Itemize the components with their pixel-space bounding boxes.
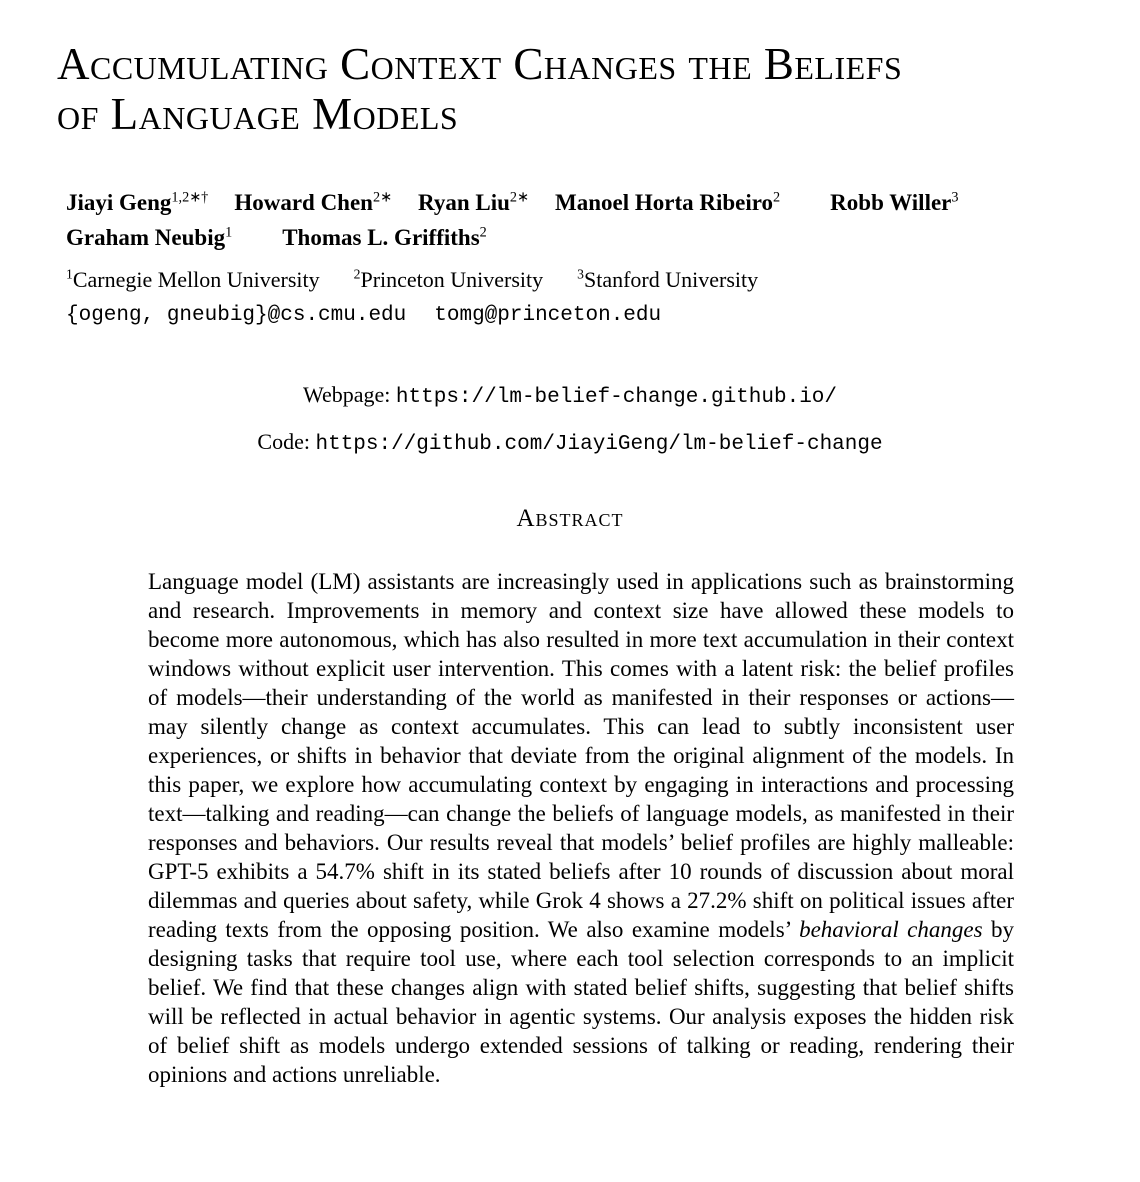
author (830, 185, 958, 220)
affiliation-superscript: 2 (353, 266, 361, 282)
author-row (66, 185, 1083, 220)
code-line (57, 428, 1083, 459)
affiliation-name: Carnegie Mellon University (72, 267, 320, 292)
abstract-segment: by designing tasks that require tool use, where each tool selection corresponds to an implicit belief. We find that these changes align with stated belief shifts, suggesting that belief shifts will be reflected in actual behavior in agentic systems. Our analysis exposes the hidden risk of belief shift as models undergo extended sessions of talking or reading, rendering their opinions and actions unreliable. (148, 917, 1015, 1087)
author-superscript: 2 (773, 189, 781, 206)
abstract-text (148, 567, 1014, 1089)
affiliation (66, 267, 320, 292)
email-address: tomg@princeton.edu (434, 304, 662, 327)
author-name: Thomas L. Griffiths (282, 225, 480, 250)
author-name: Graham Neubig (66, 225, 226, 250)
author (234, 185, 392, 220)
author-superscript: 2∗ (509, 189, 529, 206)
author (555, 185, 780, 220)
author-name: Howard Chen (234, 190, 373, 215)
author (282, 220, 487, 255)
code-url-link[interactable]: https://github.com/JiayiGeng/lm-belief-change (315, 433, 883, 456)
abstract-heading: Abstract (516, 505, 624, 532)
affiliation-superscript: 1 (66, 266, 73, 282)
author (418, 185, 529, 220)
author-name: Jiayi Geng (66, 190, 172, 215)
code-label: Code: (257, 429, 310, 454)
author-superscript: 2∗ (372, 189, 393, 206)
author-block (66, 185, 1083, 255)
author-name: Ryan Liu (418, 190, 510, 215)
email-line (66, 301, 1083, 331)
author (66, 220, 232, 255)
email-address: {ogeng, gneubig}@cs.cmu.edu (66, 304, 407, 327)
paper-title-line-1: Accumulating Context Changes the Beliefs (57, 39, 903, 89)
author-superscript: 2 (479, 224, 487, 241)
paper-title-line-2: of Language Models (57, 88, 459, 139)
author-superscript: 3 (951, 189, 959, 206)
affiliation-name: Princeton University (360, 267, 544, 292)
affiliation-superscript: 3 (577, 266, 584, 282)
affiliation-name: Stanford University (583, 267, 759, 292)
affiliation-line (66, 265, 1083, 295)
abstract-italic-segment: behavioral changes (799, 917, 983, 942)
author-name: Manoel Horta Ribeiro (555, 190, 774, 215)
paper-title (57, 40, 1083, 139)
webpage-url-link[interactable]: https://lm-belief-change.github.io/ (395, 386, 837, 409)
author-superscript: 1,2∗† (171, 189, 209, 206)
author-row (66, 220, 1083, 255)
webpage-label: Webpage: (303, 382, 391, 407)
author-name: Robb Willer (830, 190, 952, 215)
abstract-segment: Language model (LM) assistants are increasingly used in applications such as brainstorming and research. Improvements in memory and context size have allowed these models to become more autonomous, which has also resulted in more text accumulation in their context windows without explicit user intervention. This comes with a latent risk: the belief profiles of models—their understanding of the world as manifested in their responses or actions—may silently change as context accumulates. This can lead to subtly inconsistent user experiences, or shifts in behavior that deviate from the original alignment of the models. In this paper, we explore how accumulating context by engaging in interactions and processing text—talking and reading—can change the beliefs of language models, as manifested in their responses and behaviors. Our results reveal that models’ belief profiles are highly malleable: GPT-5 exhibits a 54.7% shift in its stated beliefs after 10 rounds of discussion about moral dilemmas and queries about safety, while Grok 4 shows a 27.2% shift on political issues after reading texts from the opposing position. We also examine models’ (148, 569, 1014, 942)
affiliation (354, 267, 544, 292)
author (66, 185, 208, 220)
resource-links (57, 381, 1083, 459)
webpage-line (57, 381, 1083, 412)
author-superscript: 1 (225, 224, 233, 241)
affiliation (577, 267, 758, 292)
